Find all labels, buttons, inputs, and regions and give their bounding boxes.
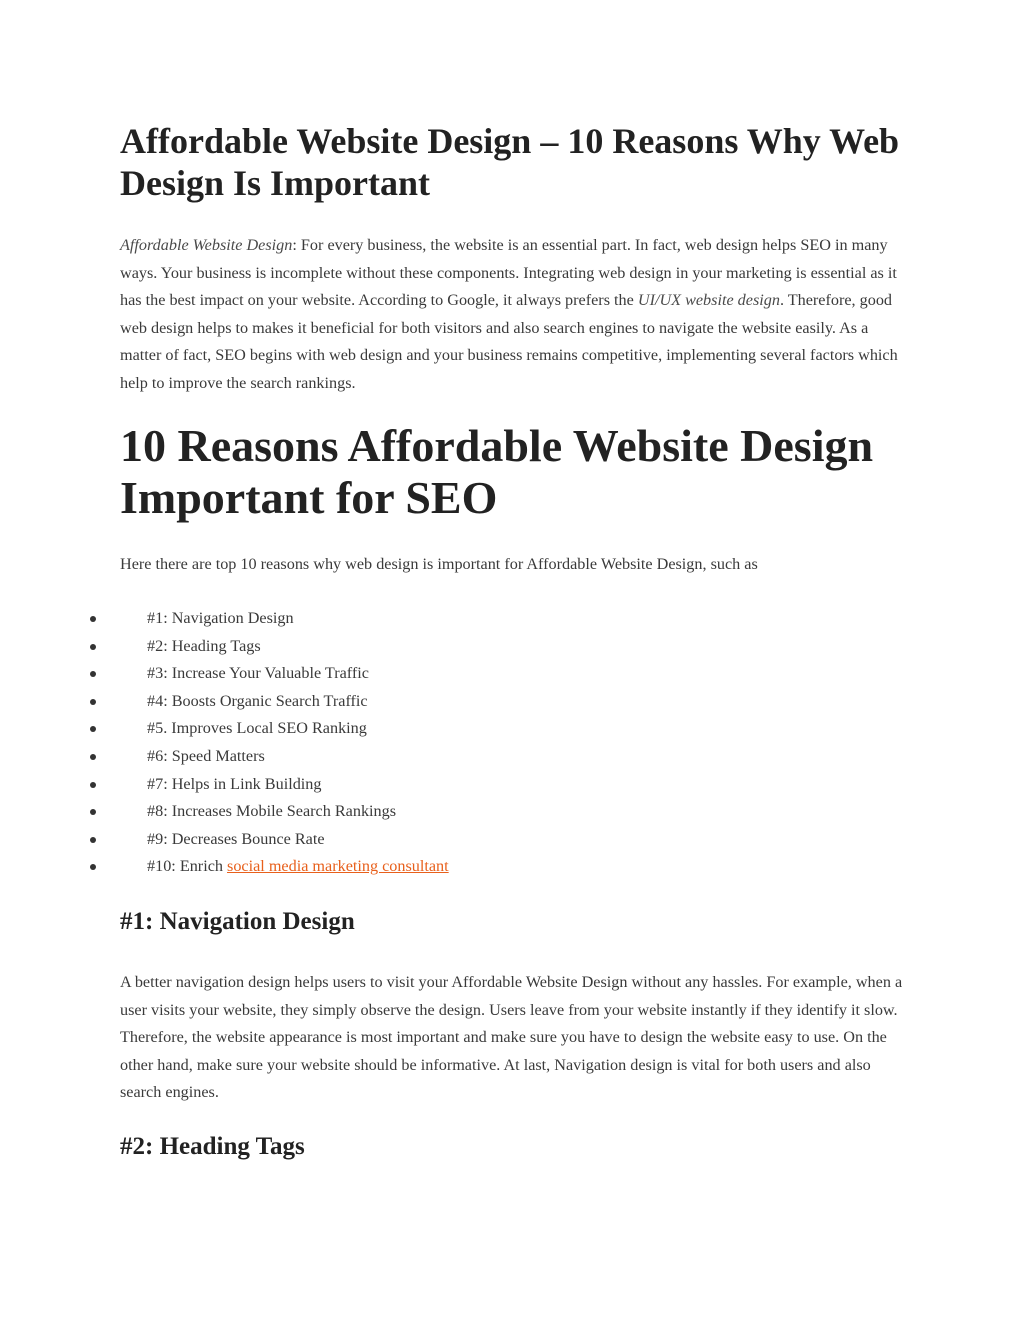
list-item — [0, 798, 700, 826]
bullet-icon — [90, 644, 96, 650]
list-item-label: #5. Improves Local SEO Ranking — [147, 719, 367, 738]
bullet-icon — [90, 726, 96, 732]
lead-paragraph: Here there are top 10 reasons why web design is important for Affordable Website Design, such as — [120, 555, 758, 573]
list-item-label: #10: Enrich — [147, 857, 228, 876]
list-item — [0, 853, 700, 881]
bullet-icon — [90, 782, 96, 788]
section-title: 10 Reasons Affordable Website Design Important for SEO — [120, 420, 874, 523]
intro-text-1: : For every business, the website is an essential part. In fact, web design helps SEO in many ways. Your business is incomplete without these components. Integrating web design in your marketing is essential as it has the best impact on your website. According to Google, it always prefers the — [120, 236, 897, 310]
heading-tags-heading: #2: Heading Tags — [120, 1133, 305, 1160]
intro-text-2: . Therefore, good web design helps to makes it beneficial for both visitors and also search engines to navigate the website easily. As a matter of fact, SEO begins with web design and your business remains competitive, implementing several factors which help to improve the search rankings. — [120, 291, 898, 392]
intro-paragraph — [120, 232, 905, 398]
intro-italic-lead: Affordable Website Design — [120, 236, 293, 254]
list-item-label: #2: Heading Tags — [147, 636, 261, 655]
list-item — [0, 605, 700, 633]
page-title: Affordable Website Design – 10 Reasons Why Web Design Is Important — [120, 121, 900, 203]
list-item-label: #1: Navigation Design — [147, 609, 294, 627]
navigation-design-paragraph: A better navigation design helps users to visit your Affordable Website Design without any hassles. For example, when a user visits your website, they simply observe the design. Users leave from your website instantly if they identify it slow. Therefore, the website appearance is most important and make sure you have to design the website easy to use. On the other hand, make sure your website should be informative. At last, Navigation design is vital for both users and also search engines. — [120, 973, 903, 1102]
intro-italic-mid: UI/UX website design — [637, 291, 780, 310]
bullet-icon — [90, 837, 96, 843]
reasons-list — [0, 605, 700, 881]
list-item-label: #4: Boosts Organic Search Traffic — [147, 691, 368, 710]
bullet-icon — [90, 616, 96, 622]
navigation-design-heading: #1: Navigation Design — [120, 908, 355, 935]
bullet-icon — [90, 699, 96, 705]
list-item — [0, 771, 700, 799]
list-item — [0, 633, 700, 661]
bullet-icon — [90, 809, 96, 815]
list-item-label: #8: Increases Mobile Search Rankings — [147, 802, 397, 821]
social-media-consultant-link[interactable]: social media marketing consultant — [227, 857, 449, 876]
list-item-label: #6: Speed Matters — [147, 746, 265, 765]
list-item-label: #9: Decreases Bounce Rate — [147, 829, 325, 848]
list-item — [0, 826, 700, 854]
bullet-icon — [90, 754, 96, 760]
list-item-label: #3: Increase Your Valuable Traffic — [147, 664, 369, 683]
bullet-icon — [90, 864, 96, 870]
list-item — [0, 688, 700, 716]
list-item — [0, 660, 700, 688]
list-item-label: #7: Helps in Link Building — [147, 774, 322, 793]
bullet-icon — [90, 671, 96, 677]
list-item — [0, 743, 700, 771]
list-item — [0, 715, 700, 743]
